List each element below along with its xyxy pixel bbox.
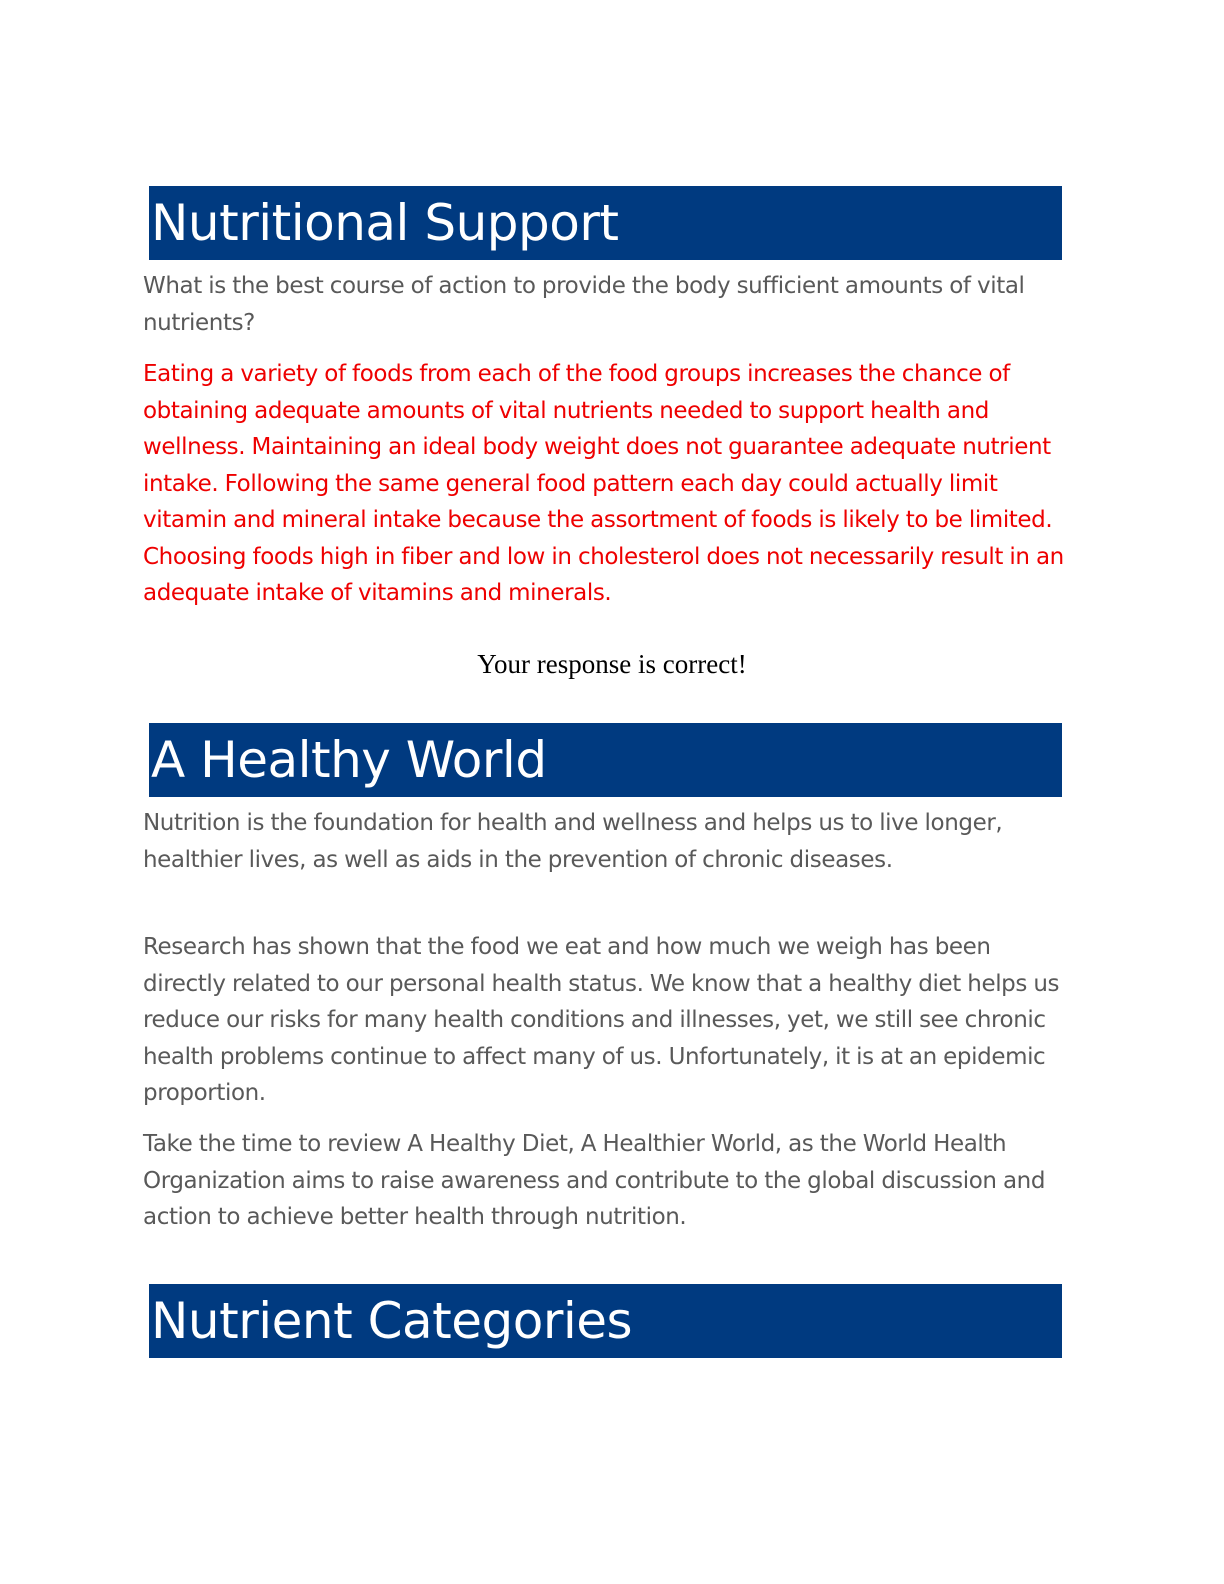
paragraph-research: Research has shown that the food we eat and how much we weigh has been directly related to our personal health status. We know that a healthy diet helps us reduce our risks for many health conditions and illnesses, yet, we still see chronic health problems continue to affect many of us. Unfortunately, it is at an epidemic proportion. <box>143 934 1060 1106</box>
explanation-text: Eating a variety of foods from each of the food groups increases the chance of obtaining adequate amounts of vital nutrients needed to support health and wellness. Maintaining an ideal body weight does not guarantee adequate nutrient intake. Following the same general food pattern each day could actually limit vitamin and mineral intake because the assortment of foods is likely to be limited. Choosing foods high in fiber and low in cholesterol does not necessarily result in an adequate intake of vitamins and minerals. <box>143 361 1064 606</box>
section-heading-nutritional-support: Nutritional Support <box>149 186 1062 260</box>
section-heading-nutrient-categories: Nutrient Categories <box>149 1284 1062 1358</box>
paragraph-nutrition-foundation: Nutrition is the foundation for health and wellness and helps us to live longer, healthier lives, as well as aids in the prevention of chronic diseases. <box>143 810 1003 873</box>
paragraph-review-who: Take the time to review A Healthy Diet, A Healthier World, as the World Health Organization aims to raise awareness and contribute to the global discussion and action to achieve better health through nutrition. <box>143 1131 1046 1230</box>
question-text: What is the best course of action to provide the body sufficient amounts of vital nutrients? <box>143 273 1025 336</box>
response-feedback: Your response is correct! <box>477 649 747 679</box>
section-heading-healthy-world: A Healthy World <box>149 723 1062 797</box>
